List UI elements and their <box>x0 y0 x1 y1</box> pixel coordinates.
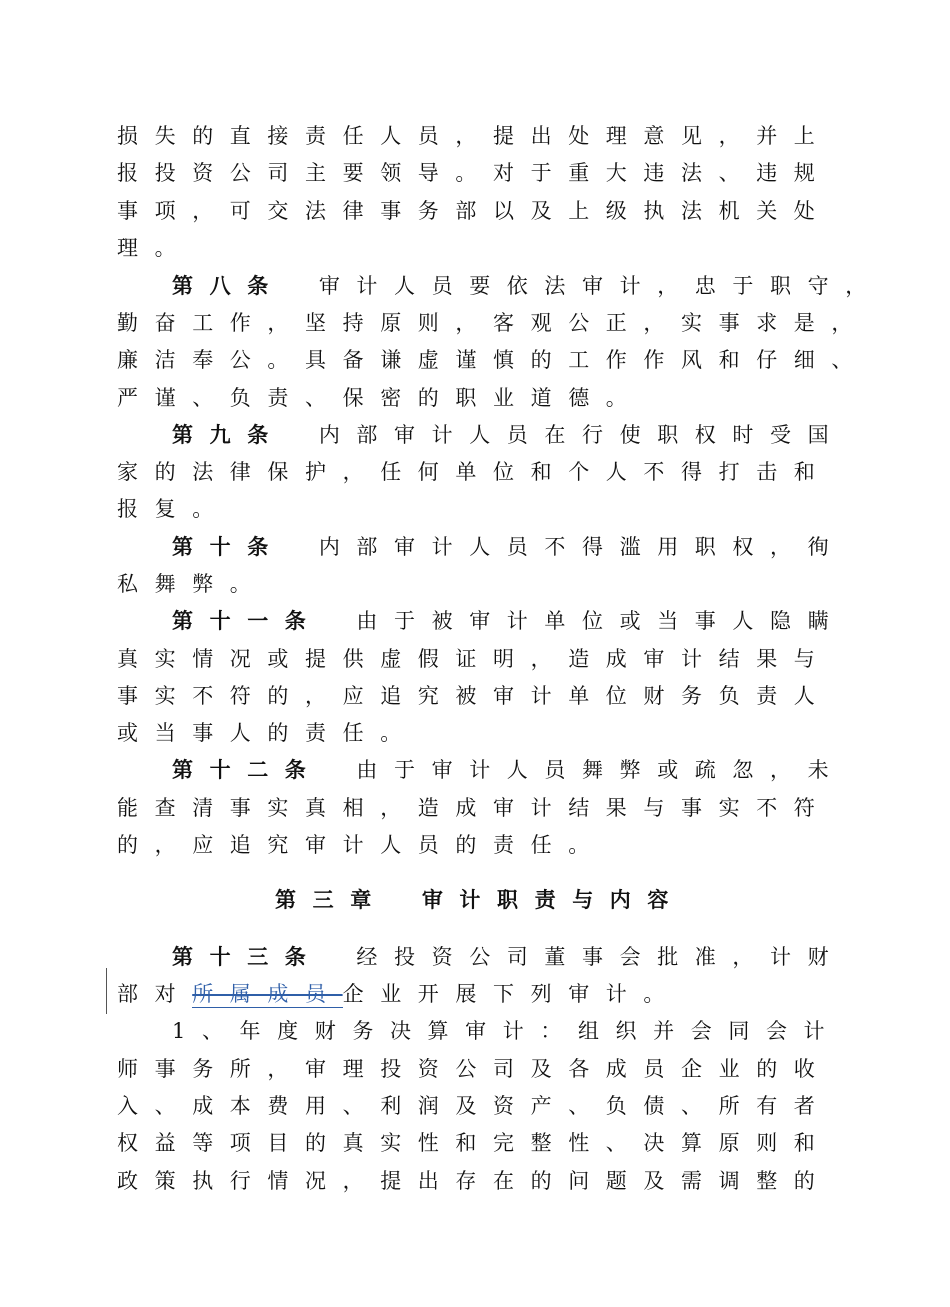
article-9 <box>172 420 845 450</box>
article-13-number: 第十三条 <box>172 945 323 969</box>
text-line: 勤奋工作，坚持原则，客观公正，实事求是， <box>117 311 869 335</box>
article-8-text: 审计人员要依法审计，忠于职守， <box>318 274 883 298</box>
article-11-number: 第十一条 <box>172 609 323 633</box>
article-13 <box>172 942 845 972</box>
chapter-heading <box>275 885 685 915</box>
list-item-1: 1、年度财务决算审计：组织并会同会计 <box>172 1019 842 1043</box>
text-line: 权益等项目的真实性和完整性、决算原则和 <box>117 1131 832 1155</box>
text-line: 报复。 <box>117 497 230 521</box>
text-line: 理。 <box>117 236 193 260</box>
article-10-number: 第十条 <box>172 535 285 559</box>
chapter-number: 第三章 <box>275 888 388 912</box>
text-line: 或当事人的责任。 <box>117 721 418 745</box>
article-10-text: 内部审计人员不得滥用职权，徇 <box>318 535 846 559</box>
text-line: 真实情况或提供虚假证明，造成审计结果与 <box>117 647 832 671</box>
article-9-text: 内部审计人员在行使职权时受国 <box>318 423 846 447</box>
revision-after: 企业开展下列审计。 <box>342 982 682 1006</box>
article-8-number: 第八条 <box>172 274 285 298</box>
chapter-title: 审计职责与内容 <box>421 888 686 912</box>
article-10 <box>172 532 845 562</box>
text-line: 的，应追究审计人员的责任。 <box>117 833 606 857</box>
text-line: 事项，可交法律事务部以及上级执法机关处 <box>117 199 832 223</box>
text-line: 损失的直接责任人员，提出处理意见，并上 <box>117 124 832 148</box>
article-12-text: 由于审计人员舞弊或疏忽，未 <box>356 758 846 782</box>
article-9-number: 第九条 <box>172 423 285 447</box>
text-line: 家的法律保护，任何单位和个人不得打击和 <box>117 460 832 484</box>
text-line: 事实不符的，应追究被审计单位财务负责人 <box>117 684 832 708</box>
text-line: 私舞弊。 <box>117 572 268 596</box>
text-line: 能查清事实真相，造成审计结果与事实不符 <box>117 796 832 820</box>
article-12 <box>172 755 845 785</box>
revision-line <box>117 979 681 1009</box>
text-line: 入、成本费用、利润及资产、负债、所有者 <box>117 1094 832 1118</box>
text-line: 严谨、负责、保密的职业道德。 <box>117 386 644 410</box>
text-line: 师事务所，审理投资公司及各成员企业的收 <box>117 1057 832 1081</box>
article-13-text: 经投资公司董事会批准，计财 <box>356 945 846 969</box>
text-line: 报投资公司主要领导。对于重大违法、违规 <box>117 161 832 185</box>
tracked-change-deletion[interactable]: 所属成员 <box>192 982 343 1006</box>
article-11 <box>172 606 845 636</box>
text-line: 政策执行情况，提出存在的问题及需调整的 <box>117 1169 832 1193</box>
text-line: 廉洁奉公。具备谦虚谨慎的工作作风和仔细、 <box>117 348 869 372</box>
article-11-text: 由于被审计单位或当事人隐瞒 <box>356 609 846 633</box>
article-8 <box>172 271 883 301</box>
revision-before: 部对 <box>117 982 193 1006</box>
article-12-number: 第十二条 <box>172 758 323 782</box>
change-bar <box>106 968 107 1014</box>
